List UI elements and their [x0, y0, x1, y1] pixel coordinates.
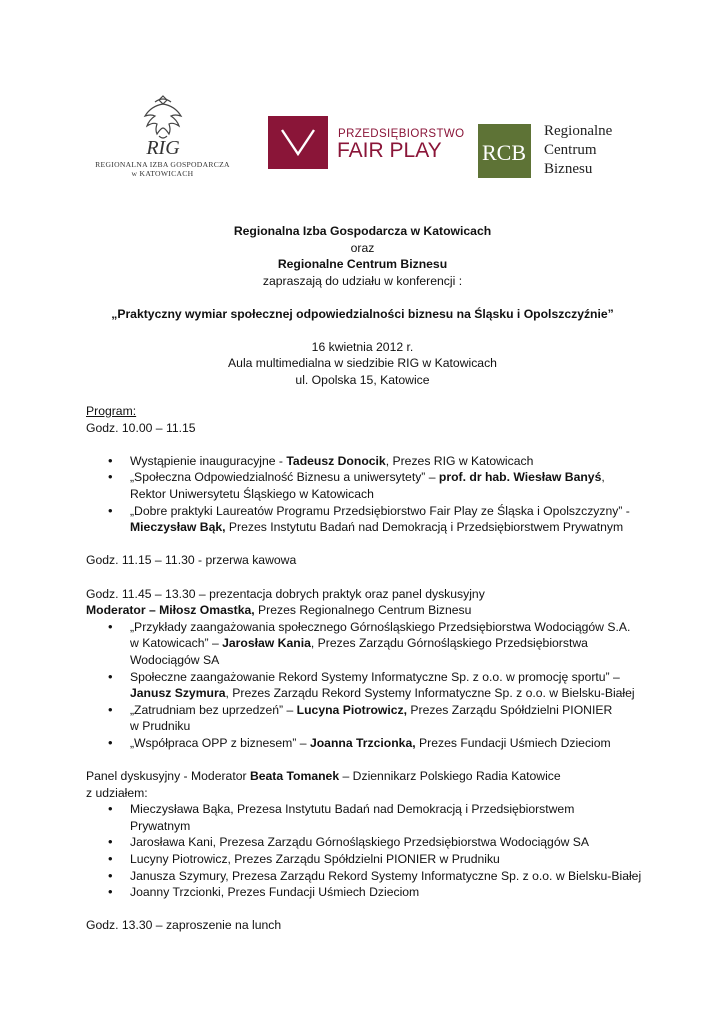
list-item: • Jarosława Kani, Prezesa Zarządu Górnośląskiego Przedsiębiorstwa Wodociągów SA [86, 834, 646, 851]
time-slot-2: Godz. 11.15 – 11.30 - przerwa kawowa [86, 553, 297, 568]
panel-participants-list [86, 801, 646, 901]
fairplay-mark [268, 116, 328, 169]
session-1-list [86, 453, 646, 536]
organizer-2: Regionalne Centrum Biznesu [277, 257, 448, 271]
list-item: • „Współpraca OPP z biznesem” – Joanna Trzcionka, Prezes Fundacji Uśmiech Dzieciom [86, 735, 646, 752]
conference-title: „Praktyczny wymiar społecznej odpowiedzialności biznesu na Śląsku i Opolszczyźnie” [111, 307, 614, 321]
organizer-1: Regionalna Izba Gospodarcza w Katowicach [233, 224, 492, 238]
invitation-text: zapraszają do udziału w konferencji : [262, 274, 463, 288]
svg-text:RIG: RIG [145, 137, 180, 159]
session-3-list [86, 619, 646, 752]
list-item: • Społeczne zaangażowanie Rekord Systemy Informatyczne Sp. z o.o. w promocję sportu” – Janusz Szymura, Prezes Zarządu Rekord Systemy Informatyczne Sp. z o.o. w Bielsku-Białej [86, 669, 646, 702]
eagle-emblem-icon [133, 92, 193, 160]
checkmark-icon [268, 116, 328, 169]
panel-participants-label: z udziałem: [86, 785, 148, 800]
rcb-mark [478, 124, 531, 178]
rig-logo [90, 92, 235, 187]
list-item: • Lucyny Piotrowicz, Prezes Zarządu Spółdzielni PIONIER w Prudniku [86, 851, 646, 868]
panel-line: Panel dyskusyjny - Moderator Beata Tomanek – Dziennikarz Polskiego Radia Katowice [86, 769, 561, 784]
program-label: Program: [86, 404, 137, 418]
list-item: • Mieczysława Bąka, Prezesa Instytutu Badań nad Demokracją i Przedsiębiorstwem Prywatnym [86, 801, 646, 834]
fairplay-line2: FAIR PLAY [337, 139, 442, 162]
list-item: • Janusza Szymury, Prezesa Zarządu Rekord Systemy Informatyczne Sp. z o.o. w Bielsku-Białej [86, 868, 646, 885]
time-slot-3: Godz. 11.45 – 13.30 – prezentacja dobrych praktyk oraz panel dyskusyjny [86, 586, 485, 601]
rcb-word-3: Biznesu [544, 161, 593, 177]
rcb-wordmark [544, 122, 612, 179]
list-item: • „Zatrudniam bez uprzedzeń” – Lucyna Piotrowicz, Prezes Zarządu Spółdzielni PIONIER w Prudniku [86, 702, 646, 735]
list-item: • „Przykłady zaangażowania społecznego Górnośląskiego Przedsiębiorstwa Wodociągów S.A. w Katowicach” – Jarosław Kania, Prezes Zarządu Górnośląskiego Przedsiębiorstwa Wodociągów SA [86, 619, 646, 669]
moderator-line: Moderator – Miłosz Omastka, Prezes Regionalnego Centrum Biznesu [86, 603, 472, 618]
logo-bar [0, 92, 725, 192]
fairplay-line1: PRZEDSIĘBIORSTWO [338, 128, 465, 140]
time-slot-4: Godz. 13.30 – zaproszenie na lunch [86, 918, 282, 933]
event-date: 16 kwietnia 2012 r. [311, 340, 414, 354]
list-item: • Joanny Trzcionki, Prezes Fundacji Uśmiech Dzieciom [86, 884, 646, 901]
list-item: • „Dobre praktyki Laureatów Programu Przedsiębiorstwo Fair Play ze Śląska i Opolszczyzny” - Mieczysław Bąk, Prezes Instytutu Badań nad Demokracją i Przedsiębiorstwem Prywatnym [86, 503, 646, 536]
rcb-monogram-icon [478, 124, 531, 178]
rcb-word-1: Regionalne [544, 123, 613, 139]
rcb-word-2: Centrum [544, 142, 597, 158]
oraz-text: oraz [350, 241, 375, 255]
list-item: • „Społeczna Odpowiedzialność Biznesu a uniwersytety” – prof. dr hab. Wiesław Banyś, Rektor Uniwersytetu Śląskiego w Katowicach [86, 469, 646, 502]
rig-caption-line2: w KATOWICACH [131, 169, 194, 178]
rig-caption-line1: REGIONALNA IZBA GOSPODARCZA [95, 160, 230, 169]
svg-text:RCB: RCB [481, 140, 527, 165]
event-venue: Aula multimedialna w siedzibie RIG w Katowicach [228, 356, 497, 370]
event-address: ul. Opolska 15, Katowice [295, 373, 430, 387]
list-item: • Wystąpienie inauguracyjne - Tadeusz Donocik, Prezes RIG w Katowicach [86, 453, 646, 470]
time-slot-1: Godz. 10.00 – 11.15 [86, 420, 196, 435]
program-section [86, 403, 646, 934]
